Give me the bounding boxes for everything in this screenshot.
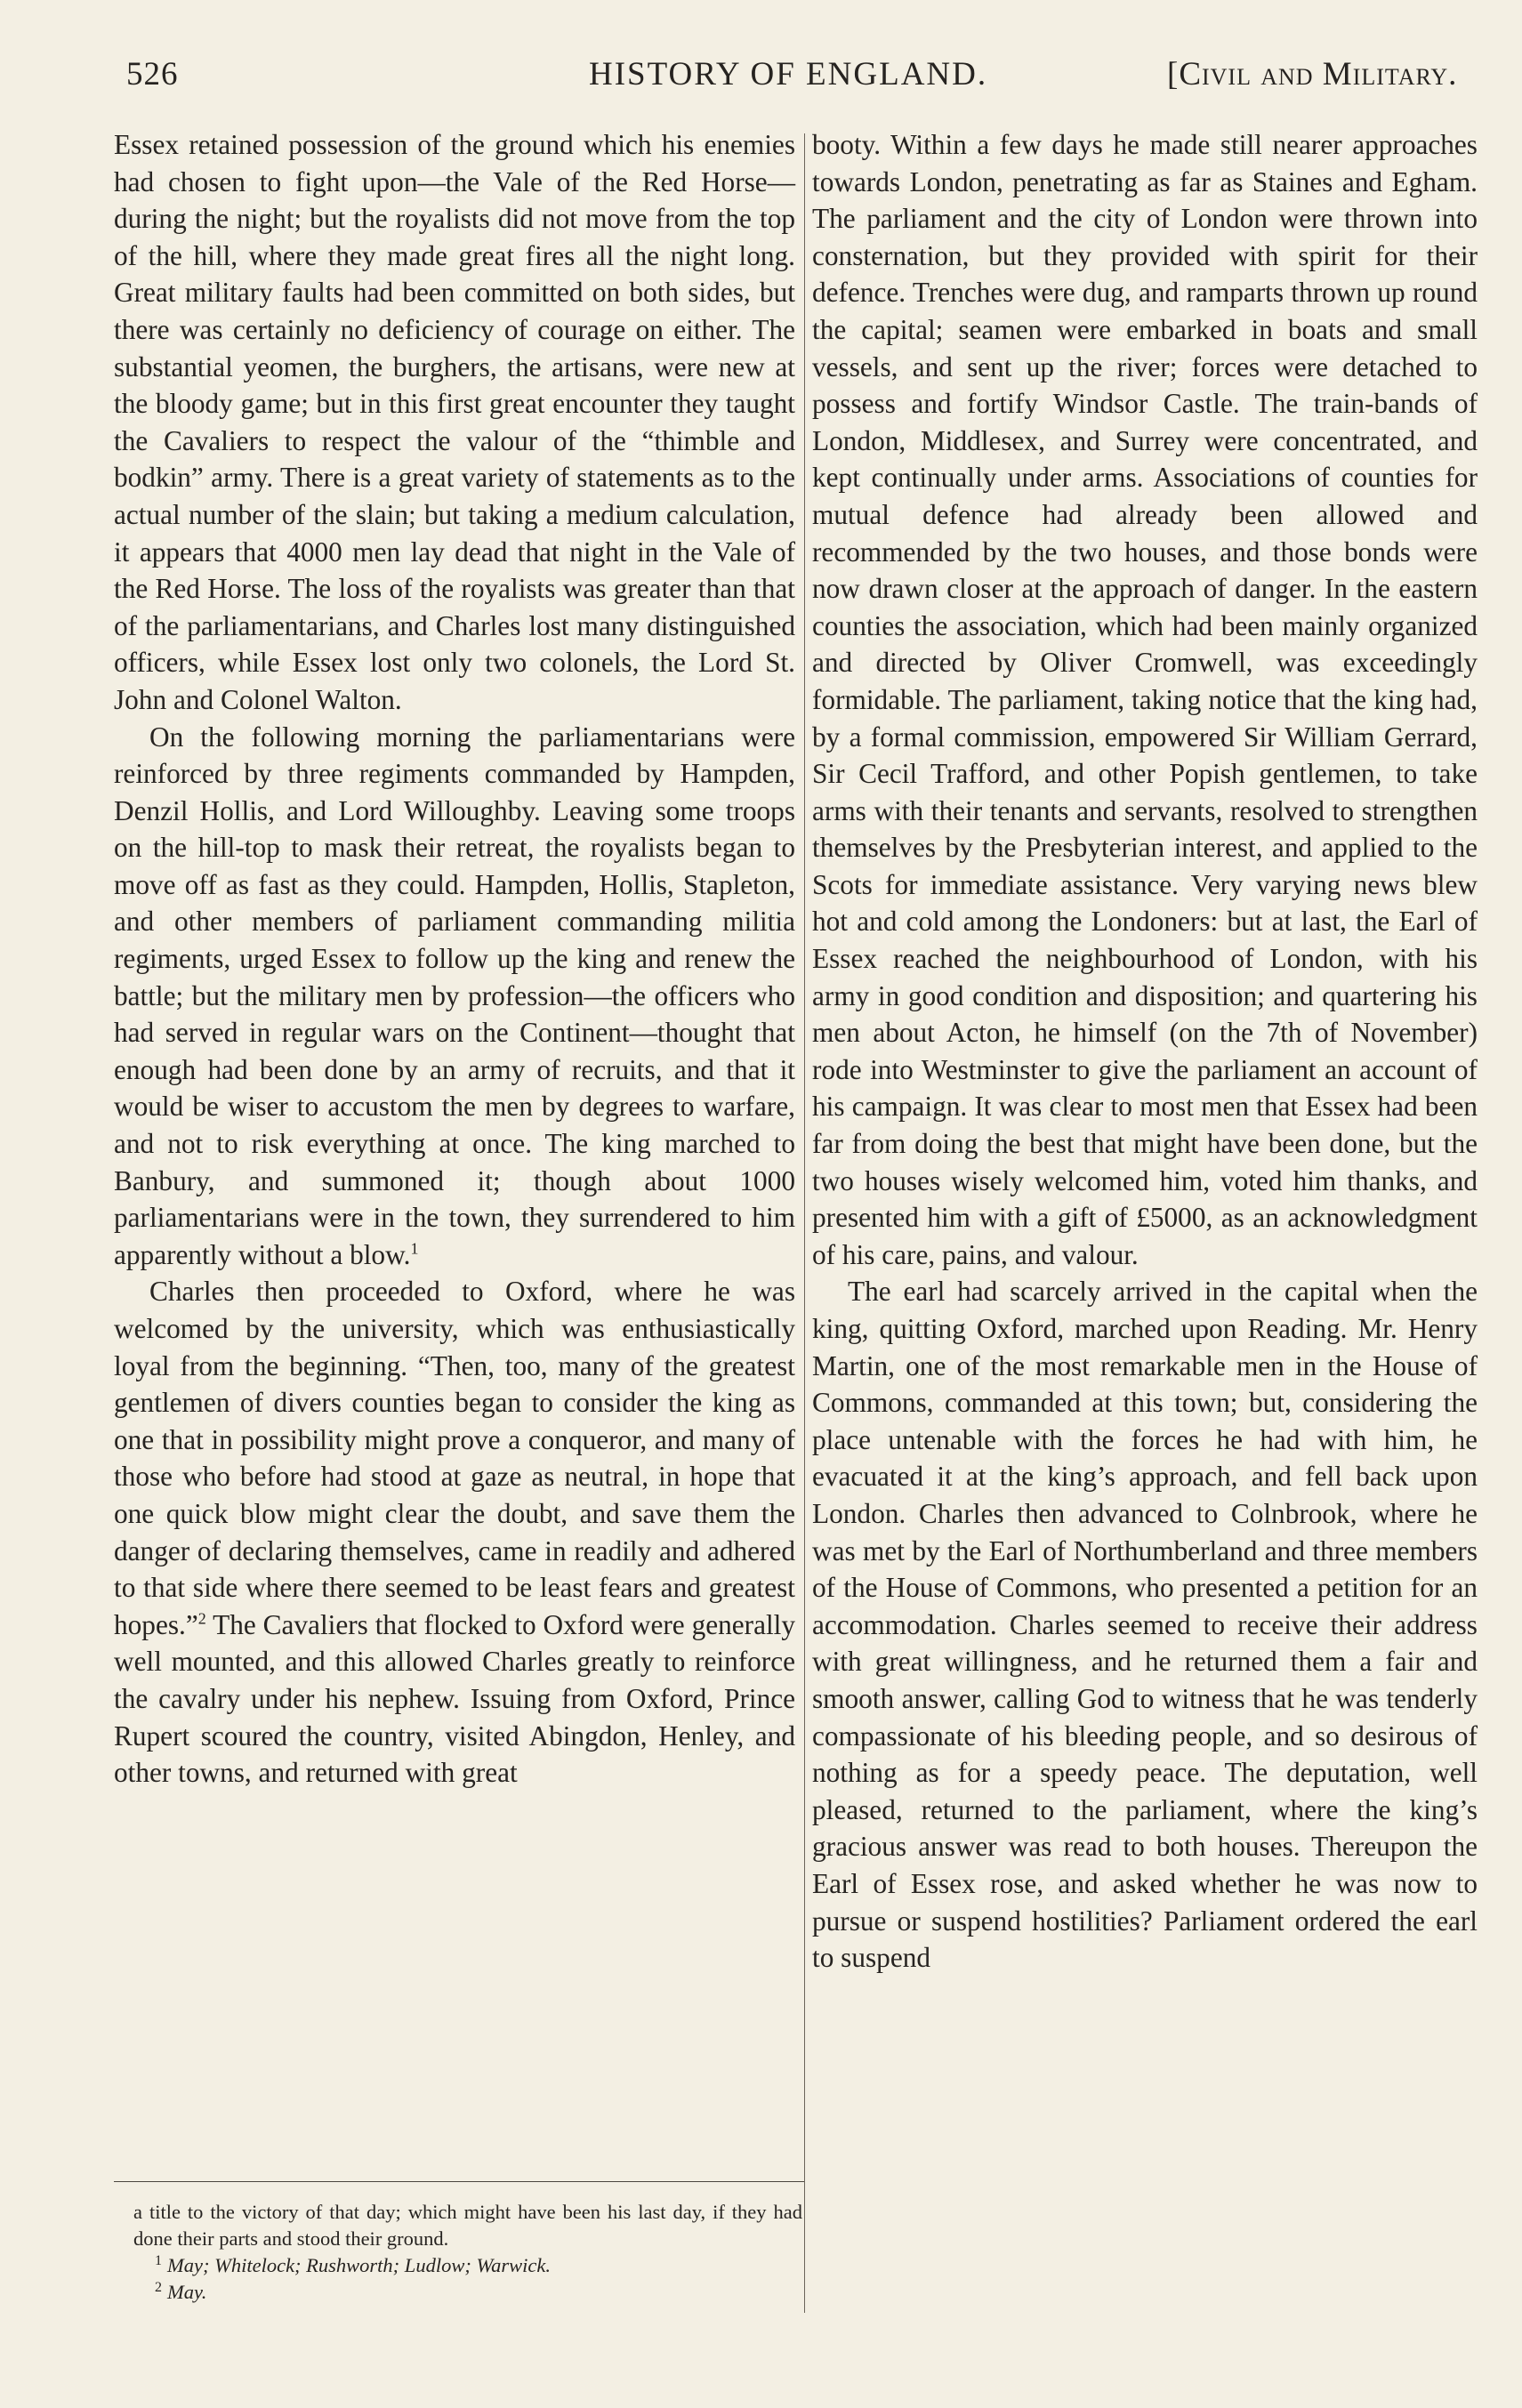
footnote-1-text: May; Whitelock; Rushworth; Ludlow; Warwick. xyxy=(167,2254,551,2276)
footnote-2-text: May. xyxy=(167,2281,207,2303)
left-paragraph-2-text: On the following morning the parliamentarians were reinforced by three regiments commanded by Hampden, Denzil Hollis, and Lord Willoughby. Leaving some troops on the hill-top to mask their retreat, the royalists began to move off as fast as they could. Hampden, Hollis, Stapleton, and other members of parliament commanding militia regiments, urged Essex to follow up the king and renew the battle; but the military men by profession—the officers who had served in regular wars on the Continent—thought that enough had been done by an army of recruits, and that it would be wiser to accustom the men by degrees to warfare, and not to risk everything at once. The king marched to Banbury, and summoned it; though about 1000 parliamentarians were in the town, they surrendered to him apparently without a blow. xyxy=(114,721,795,1270)
column-divider xyxy=(804,133,805,2313)
right-paragraph-2: The earl had scarcely arrived in the capital when the king, quitting Oxford, marched upon Reading. Mr. Henry Martin, one of the most remarkable men in the House of Commons, commanded at this town; but, considering the place untenable with the forces he had with him, he evacuated it at the king’s approach, and fell back upon London. Charles then advanced to Colnbrook, where he was met by the Earl of Northumberland and three members of the House of Commons, who presented a petition for an accommodation. Charles seemed to receive their address with great willingness, and he returned them a fair and smooth answer, calling God to witness that he was tenderly compassionate of his bleeding people, and so desirous of nothing as for a speedy peace. The deputation, well pleased, returned to the parliament, where the king’s gracious answer was read to both houses. Thereupon the Earl of Essex rose, and asked whether he was now to pursue or suspend hostilities? Parliament ordered the earl to suspend xyxy=(812,1276,1478,1974)
right-column xyxy=(812,126,1478,1977)
footnote-2 xyxy=(133,2279,802,2306)
left-paragraph-1: Essex retained possession of the ground which his enemies had chosen to fight upon—the Vale of the Red Horse—during the night; but the royalists did not move from the top of the hill, where they made great fires all the night long. Great military faults had been committed on both sides, but there was certainly no deficiency of courage on either. The substantial yeomen, the burghers, the artisans, were new at the bloody game; but in this first great encounter they taught the Cavaliers to respect the valour of the “thimble and bodkin” army. There is a great variety of statements as to the actual number of the slain; but taking a medium calculation, it appears that 4000 men lay dead that night in the Vale of the Red Horse. The loss of the royalists was greater than that of the parliamentarians, and Charles lost many distinguished officers, while Essex lost only two colonels, the Lord St. John and Colonel Walton. xyxy=(114,129,795,715)
right-paragraph-1: booty. Within a few days he made still nearer approaches towards London, penetrating as far as Staines and Egham. The parliament and the city of London were thrown into consternation, but they provided with spirit for their defence. Trenches were dug, and ramparts thrown up round the capital; seamen were embarked in boats and small vessels, and sent up the river; forces were detached to possess and fortify Windsor Castle. The train-bands of London, Middlesex, and Surrey were concentrated, and kept continually under arms. Associations of counties for mutual defence had already been allowed and recommended by the two houses, and those bonds were now drawn closer at the approach of danger. In the eastern counties the association, which had been mainly organized and directed by Oliver Cromwell, was exceedingly formidable. The parliament, taking notice that the king had, by a formal commission, empowered Sir William Gerrard, Sir Cecil Trafford, and other Popish gentlemen, to take arms with their tenants and servants, resolved to strengthen themselves by the Presbyterian interest, and applied to the Scots for immediate assistance. Very varying news blew hot and cold among the Londoners: but at last, the Earl of Essex reached the neighbourhood of London, with his army in good condition and disposition; and quartering his men about Acton, he himself (on the 7th of November) rode into Westminster to give the parliament an account of his campaign. It was clear to most men that Essex had been far from doing the best that might have been done, but the two houses wisely welcomed him, voted him thanks, and presented him with a gift of £5000, as an acknowledgment of his care, pains, and valour. xyxy=(812,129,1478,1270)
left-paragraph-3 xyxy=(114,1273,795,1791)
left-column xyxy=(114,126,795,1792)
footnote-1 xyxy=(133,2252,802,2279)
running-title: HISTORY OF ENGLAND. xyxy=(589,56,988,93)
footnote-2-mark: 2 xyxy=(155,2279,162,2295)
footnote-continued: a title to the victory of that day; which might have been his last day, if they had done their parts and stood their ground. xyxy=(133,2201,802,2250)
left-paragraph-3-text-b: The Cavaliers that flocked to Oxford were generally well mounted, and this allowed Charles greatly to reinforce the cavalry under his nephew. Issuing from Oxford, Prince Rupert scoured the country, visited Abingdon, Henley, and other towns, and returned with great xyxy=(114,1608,795,1789)
section-label: [Civil and Military. xyxy=(1167,56,1458,93)
footnote-divider xyxy=(114,2181,804,2182)
footnote-ref-1: 1 xyxy=(410,1239,419,1258)
footnote-1-mark: 1 xyxy=(155,2252,162,2268)
footnote-ref-2: 2 xyxy=(197,1609,206,1628)
footnotes xyxy=(133,2199,802,2306)
left-paragraph-3-text-a: Charles then proceeded to Oxford, where he was welcomed by the university, which was enthusiastically loyal from the beginning. “Then, too, many of the greatest gentlemen of divers counties began to consider the king as one that in possibility might prove a conqueror, and many of those who before had stood at gaze as neutral, in hope that one quick blow might clear the doubt, and save them the danger of declaring themselves, came in readily and adhered to that side where there seemed to be least fears and greatest hopes.” xyxy=(114,1276,795,1640)
left-paragraph-2 xyxy=(114,719,795,1274)
page-header xyxy=(126,55,1487,109)
page-number: 526 xyxy=(126,56,179,93)
